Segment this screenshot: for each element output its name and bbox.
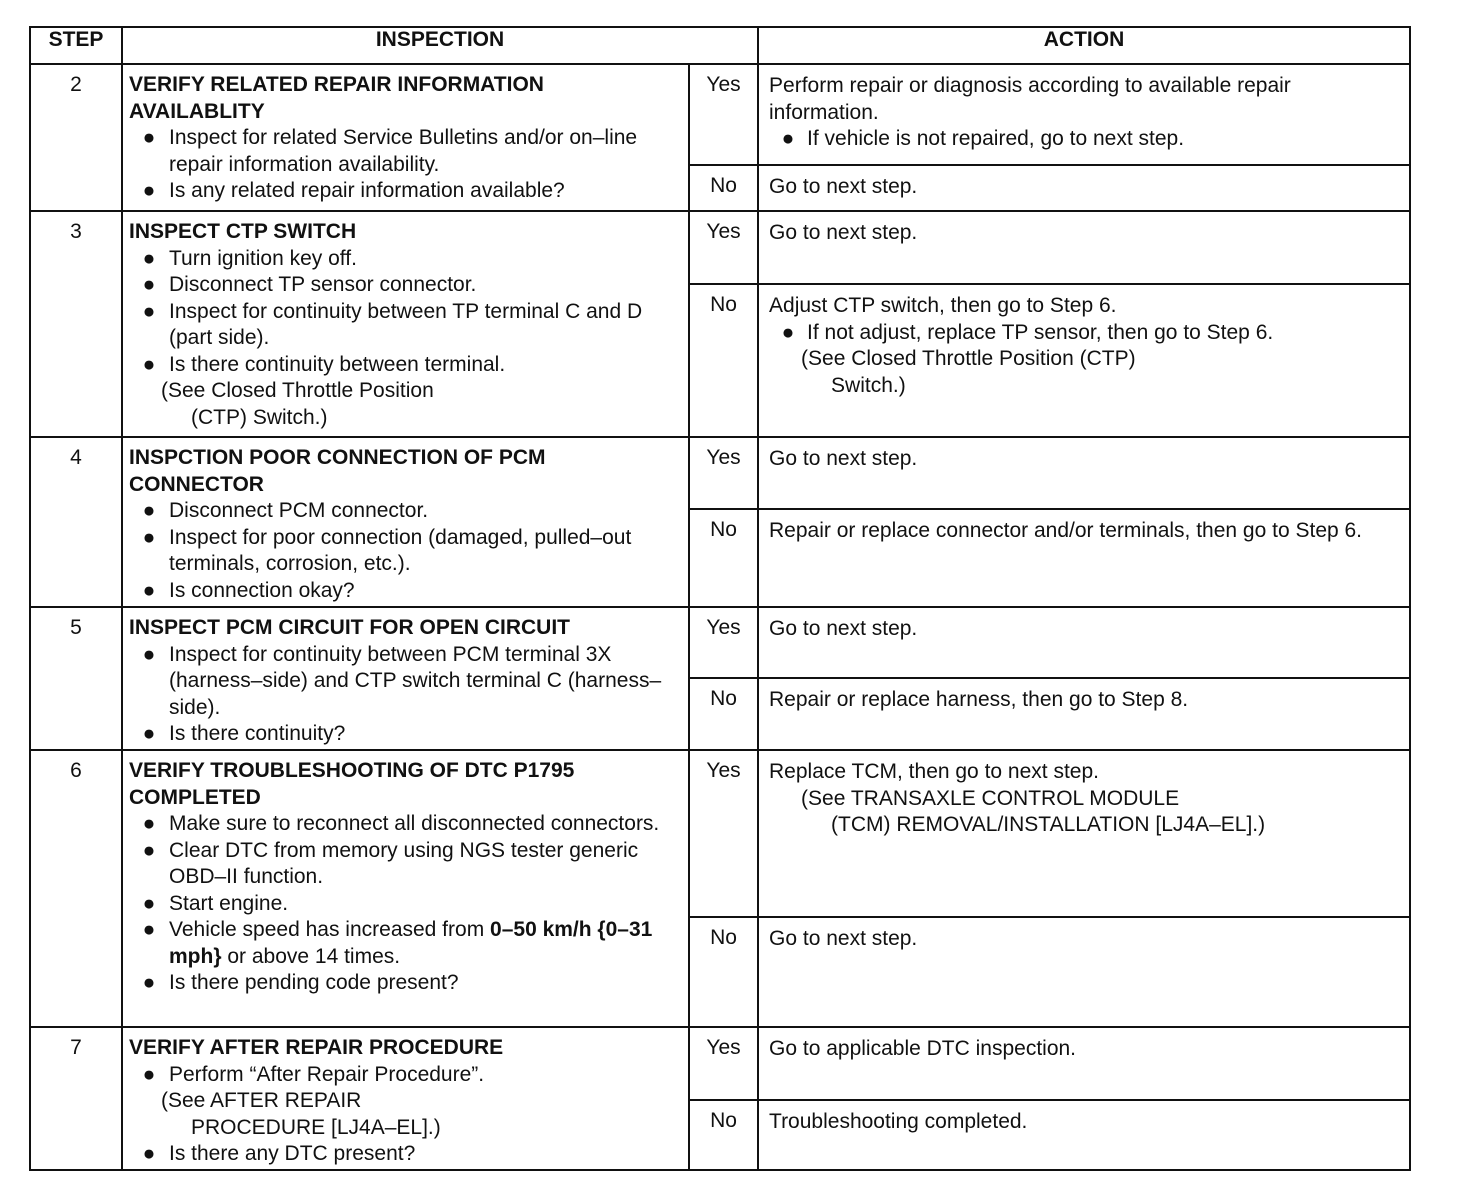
inspection-bullet: ● Inspect for continuity between PCM terminal 3X (harness–side) and CTP switch terminal C (harness–side). — [129, 642, 682, 722]
action-yes — [758, 750, 1410, 917]
bullet-icon: ● — [142, 499, 156, 522]
bullet-icon: ● — [142, 126, 156, 149]
no-label: No — [689, 1100, 758, 1170]
bullet-icon: ● — [781, 127, 795, 150]
action-bullet: ● If vehicle is not repaired, go to next step. — [769, 126, 1399, 153]
bullet-icon: ● — [142, 525, 156, 549]
inspection-bullet: ● Perform “After Repair Procedure”. — [129, 1062, 682, 1089]
reference-note: (See TRANSAXLE CONTROL MODULE — [801, 786, 1180, 810]
action-yes: Go to next step. — [758, 437, 1410, 509]
inspection-bullet: ● Start engine. — [129, 891, 682, 918]
no-label: No — [689, 284, 758, 437]
bullet-icon: ● — [142, 918, 156, 941]
action-no: Repair or replace harness, then go to Step 8. — [758, 678, 1410, 750]
reference-note: PROCEDURE [LJ4A–EL].) — [191, 1115, 441, 1139]
inspection-title: INSPCTION POOR CONNECTION OF PCM CONNECTOR — [129, 446, 546, 496]
inspection-bullet: ● Disconnect PCM connector. — [129, 498, 682, 525]
bullet-icon: ● — [142, 273, 156, 296]
action-no: Troubleshooting completed. — [758, 1100, 1410, 1170]
no-label: No — [689, 165, 758, 211]
inspection-bullet: ● Inspect for poor connection (damaged, pulled–out terminals, corrosion, etc.). — [129, 525, 682, 578]
table-row — [30, 211, 1410, 284]
inspection-title: VERIFY RELATED REPAIR INFORMATION AVAILABLITY — [129, 73, 544, 123]
header-step: STEP — [30, 27, 122, 64]
action-no: Go to next step. — [758, 165, 1410, 211]
reference-note: (CTP) Switch.) — [191, 405, 328, 429]
inspection-bullet: ● Is there continuity between terminal. — [129, 352, 682, 379]
speed-value: 0–50 km/h {0–31 mph} — [169, 918, 653, 968]
inspection-bullet: ● Vehicle speed has increased from 0–50 km/h {0–31 mph} or above 14 times. — [129, 917, 682, 970]
bullet-icon: ● — [781, 320, 795, 344]
reference-note: (See Closed Throttle Position — [161, 379, 434, 402]
inspection-cell — [122, 64, 689, 211]
action-bullet: ● If not adjust, replace TP sensor, then go to Step 6. — [769, 320, 1399, 347]
table-row — [30, 1027, 1410, 1100]
no-label: No — [689, 509, 758, 607]
inspection-bullet: ● Inspect for related Service Bulletins and/or on–line repair information availability. — [129, 125, 682, 178]
step-number: 7 — [30, 1027, 122, 1170]
inspection-bullet: ● Inspect for continuity between TP terminal C and D (part side). — [129, 299, 682, 352]
inspection-bullet: ● Is there any DTC present? — [129, 1141, 682, 1168]
reference-note: (See AFTER REPAIR — [161, 1089, 362, 1112]
bullet-icon: ● — [142, 838, 156, 862]
yes-label: Yes — [689, 437, 758, 509]
inspection-bullet: ● Is there continuity? — [129, 721, 682, 748]
header-inspection: INSPECTION — [122, 27, 758, 64]
bullet-icon: ● — [142, 179, 156, 202]
reference-note: (See Closed Throttle Position (CTP) — [801, 347, 1136, 370]
yes-label: Yes — [689, 211, 758, 284]
bullet-icon: ● — [142, 722, 156, 745]
action-no: Go to next step. — [758, 917, 1410, 1027]
action-yes: Go to next step. — [758, 607, 1410, 678]
inspection-bullet: ● Make sure to reconnect all disconnected connectors. — [129, 811, 682, 838]
bullet-icon: ● — [142, 642, 156, 666]
yes-label: Yes — [689, 607, 758, 678]
bullet-icon: ● — [142, 578, 156, 602]
bullet-icon: ● — [142, 352, 156, 376]
action-yes — [758, 64, 1410, 165]
action-no: Repair or replace connector and/or terminals, then go to Step 6. — [758, 509, 1410, 607]
action-yes: Go to next step. — [758, 211, 1410, 284]
table-row — [30, 750, 1410, 917]
step-number: 5 — [30, 607, 122, 750]
step-number: 6 — [30, 750, 122, 1027]
step-number: 3 — [30, 211, 122, 437]
table-row — [30, 64, 1410, 165]
inspection-bullet: ● Disconnect TP sensor connector. — [129, 272, 682, 299]
action-yes: Go to applicable DTC inspection. — [758, 1027, 1410, 1100]
inspection-bullet: ● Is there pending code present? — [129, 970, 682, 997]
bullet-icon: ● — [142, 812, 156, 835]
bullet-icon: ● — [142, 299, 156, 323]
inspection-title: VERIFY AFTER REPAIR PROCEDURE — [129, 1036, 504, 1059]
reference-note: (TCM) REMOVAL/INSTALLATION [LJ4A–EL].) — [831, 813, 1266, 836]
no-label: No — [689, 678, 758, 750]
step-number: 2 — [30, 64, 122, 211]
table-row — [30, 607, 1410, 678]
bullet-icon: ● — [142, 246, 156, 270]
inspection-title: VERIFY TROUBLESHOOTING OF DTC P1795 COMPLETED — [129, 759, 575, 809]
inspection-bullet: ● Is any related repair information available? — [129, 178, 682, 205]
inspection-cell — [122, 211, 689, 437]
inspection-cell — [122, 1027, 689, 1170]
table-row — [30, 437, 1410, 509]
reference-note: Switch.) — [831, 373, 906, 397]
step-number: 4 — [30, 437, 122, 607]
bullet-icon: ● — [142, 891, 156, 915]
action-text: Perform repair or diagnosis according to available repair information. — [769, 74, 1291, 124]
bullet-icon: ● — [142, 1062, 156, 1086]
inspection-bullet: ● Turn ignition key off. — [129, 246, 682, 273]
action-text: Replace TCM, then go to next step. — [769, 760, 1099, 783]
no-label: No — [689, 917, 758, 1027]
action-no — [758, 284, 1410, 437]
action-text: Adjust CTP switch, then go to Step 6. — [769, 294, 1117, 317]
inspection-cell — [122, 607, 689, 750]
bullet-icon: ● — [142, 971, 156, 994]
diagnostic-table — [29, 26, 1411, 1171]
bullet-icon: ● — [142, 1142, 156, 1165]
yes-label: Yes — [689, 750, 758, 917]
header-action: ACTION — [758, 27, 1410, 64]
inspection-cell — [122, 750, 689, 1027]
yes-label: Yes — [689, 64, 758, 165]
inspection-cell — [122, 437, 689, 607]
inspection-bullet: ● Is connection okay? — [129, 578, 682, 605]
yes-label: Yes — [689, 1027, 758, 1100]
header-row — [30, 27, 1410, 64]
inspection-bullet: ● Clear DTC from memory using NGS tester generic OBD–II function. — [129, 838, 682, 891]
inspection-title: INSPECT PCM CIRCUIT FOR OPEN CIRCUIT — [129, 616, 571, 639]
inspection-title: INSPECT CTP SWITCH — [129, 220, 357, 243]
